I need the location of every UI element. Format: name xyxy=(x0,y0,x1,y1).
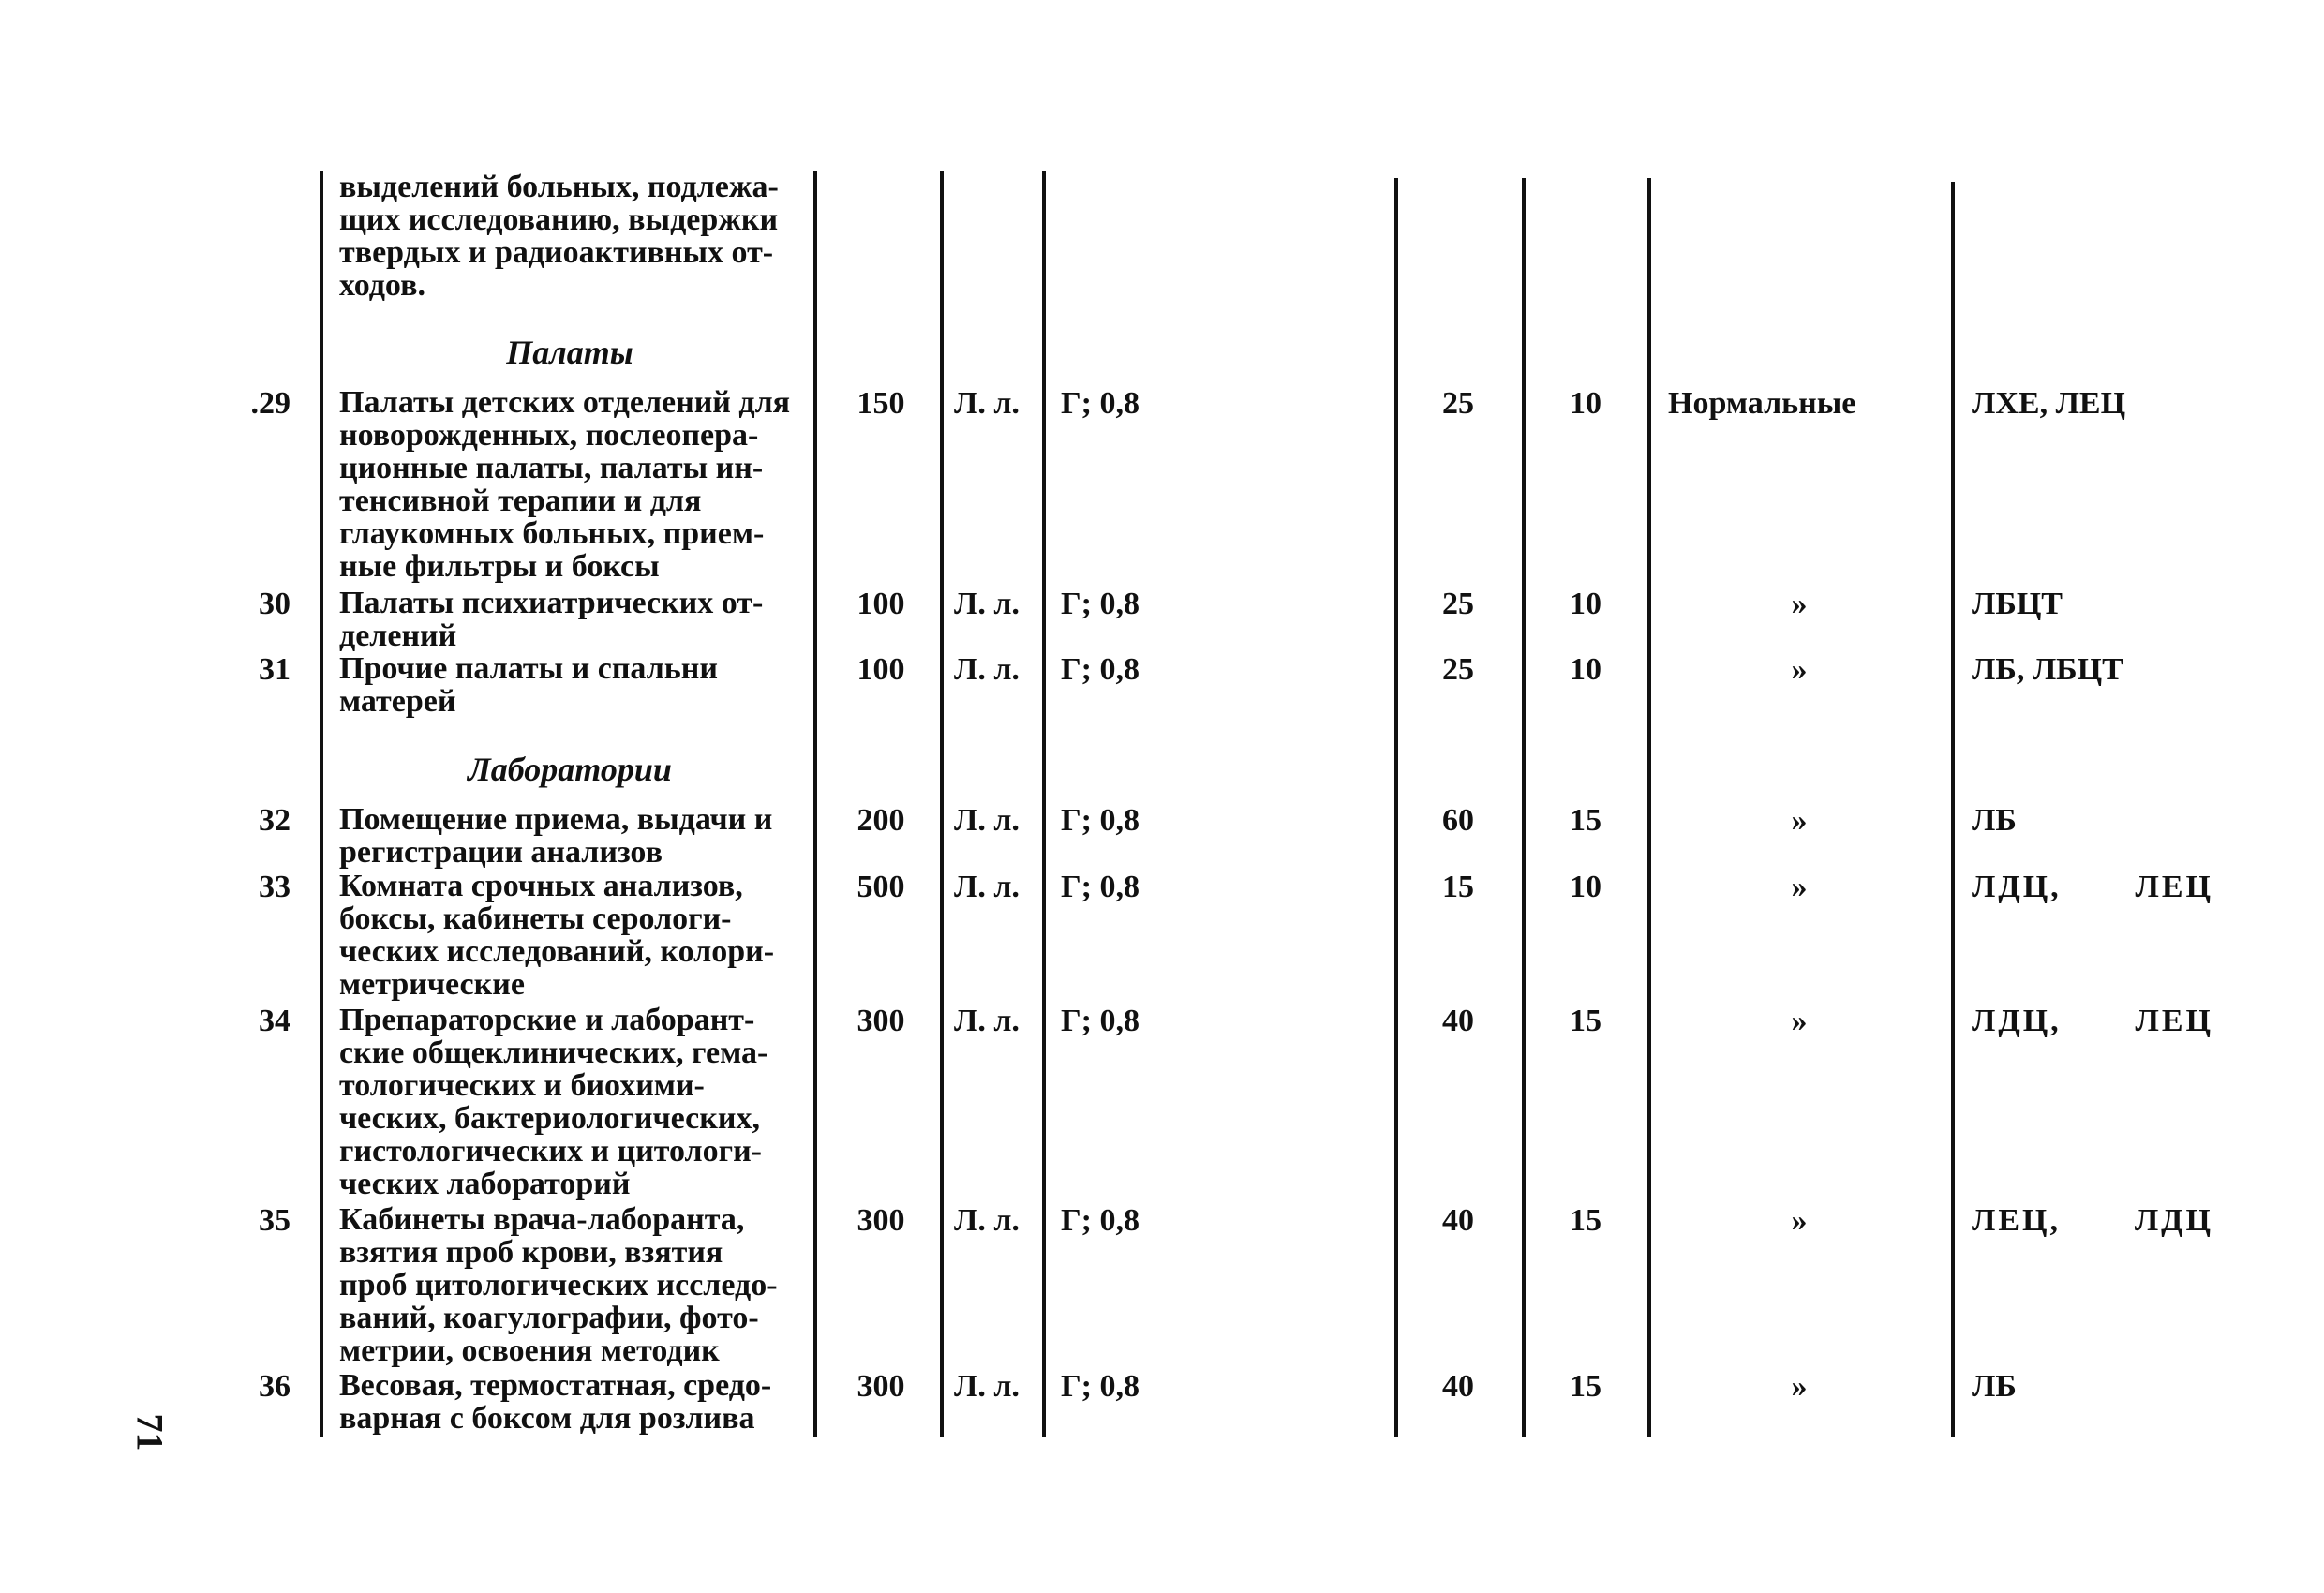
lamp-type: Л. л. xyxy=(954,587,1020,621)
fixture-code: ЛЕЦ xyxy=(2135,1004,2213,1038)
text-line: метрические xyxy=(339,967,525,1002)
environment: » xyxy=(1791,803,1808,838)
text-line: выделений больных, подлежа- xyxy=(339,170,779,204)
text-line: Препараторские и лаборант- xyxy=(339,1003,755,1037)
text-line: глаукомных больных, прием- xyxy=(339,516,765,551)
row-number: .29 xyxy=(250,386,290,421)
value-col-1: 40 xyxy=(1442,1004,1474,1038)
fixture-types xyxy=(1972,1004,2213,1039)
text-line: боксы, кабинеты серологи- xyxy=(339,901,732,936)
lamp-type: Л. л. xyxy=(954,652,1020,687)
lamp-type: Л. л. xyxy=(954,803,1020,838)
text-line: щих исследованию, выдержки xyxy=(339,202,779,237)
page-number: 71 xyxy=(128,1413,171,1452)
row-description xyxy=(339,1203,800,1367)
text-line: делений xyxy=(339,618,457,653)
text-line: новорожденных, послеопера- xyxy=(339,418,759,453)
illuminance-value: 300 xyxy=(857,1369,905,1404)
text-line: взятия проб крови, взятия xyxy=(339,1235,723,1270)
text-line: Весовая, термостатная, средо- xyxy=(339,1368,772,1403)
text-line: Помещение приема, выдачи и xyxy=(339,802,773,837)
text-line: гистологических и цитологи- xyxy=(339,1134,762,1169)
illuminance-value: 100 xyxy=(857,587,905,621)
environment: » xyxy=(1791,652,1808,687)
column-rule xyxy=(1042,171,1046,1437)
column-rule xyxy=(1522,178,1526,1437)
lamp-type: Л. л. xyxy=(954,1004,1020,1038)
value-col-2: 15 xyxy=(1570,803,1601,838)
value-col-2: 15 xyxy=(1570,1369,1601,1404)
illuminance-value: 100 xyxy=(857,652,905,687)
row-number: 31 xyxy=(259,652,290,687)
value-col-1: 40 xyxy=(1442,1369,1474,1404)
illuminance-value: 300 xyxy=(857,1004,905,1038)
work-plane: Г; 0,8 xyxy=(1061,1203,1140,1238)
row-number: 30 xyxy=(259,587,290,621)
value-col-1: 15 xyxy=(1442,870,1474,904)
illuminance-value: 200 xyxy=(857,803,905,838)
illuminance-value: 150 xyxy=(857,386,905,421)
text-line: ционные палаты, палаты ин- xyxy=(339,451,764,485)
row-description xyxy=(339,386,800,583)
fixture-types: ЛБ, ЛБЦТ xyxy=(1972,652,2123,687)
column-rule xyxy=(1394,178,1398,1437)
section-heading-wards: Палаты xyxy=(506,334,633,371)
value-col-2: 15 xyxy=(1570,1203,1601,1238)
fixture-code: ЛДЦ, xyxy=(1972,1004,2062,1038)
value-col-2: 10 xyxy=(1570,386,1601,421)
text-line: Палаты детских отделений для xyxy=(339,385,791,420)
row-description xyxy=(339,1369,800,1435)
text-line: регистрации анализов xyxy=(339,835,663,870)
row-number: 34 xyxy=(259,1004,290,1038)
fixture-code: ЛДЦ, xyxy=(1972,870,2062,904)
text-line: твердых и радиоактивных от- xyxy=(339,235,774,270)
fixture-code: ЛДЦ xyxy=(2134,1203,2213,1238)
text-line: ные фильтры и боксы xyxy=(339,549,660,584)
row-description xyxy=(339,652,800,718)
fixture-types xyxy=(1972,1203,2213,1239)
fixture-code: ЛЕЦ, xyxy=(1972,1203,2061,1238)
value-col-1: 40 xyxy=(1442,1203,1474,1238)
lamp-type: Л. л. xyxy=(954,1369,1020,1404)
column-rule xyxy=(320,171,323,1437)
text-line: проб цитологических исследо- xyxy=(339,1268,778,1303)
text-line: матерей xyxy=(339,684,456,719)
value-col-2: 10 xyxy=(1570,870,1601,904)
row-description xyxy=(339,870,800,1001)
lamp-type: Л. л. xyxy=(954,1203,1020,1238)
fixture-types: ЛБЦТ xyxy=(1972,587,2063,621)
work-plane: Г; 0,8 xyxy=(1061,652,1140,687)
environment: » xyxy=(1791,1369,1808,1404)
work-plane: Г; 0,8 xyxy=(1061,870,1140,904)
environment: Нормальные xyxy=(1668,386,1856,421)
fixture-code: ЛЕЦ xyxy=(2135,870,2213,904)
row-number: 32 xyxy=(259,803,290,838)
lamp-type: Л. л. xyxy=(954,386,1020,421)
text-line: ческих, бактериологических, xyxy=(339,1101,760,1136)
column-rule xyxy=(1951,182,1955,1437)
row-description xyxy=(339,587,800,652)
lamp-type: Л. л. xyxy=(954,870,1020,904)
row-number: 35 xyxy=(259,1203,290,1238)
fixture-types: ЛХЕ, ЛЕЦ xyxy=(1972,386,2126,421)
text-line: ские общеклинических, гема- xyxy=(339,1035,768,1070)
environment: » xyxy=(1791,1004,1808,1038)
value-col-2: 10 xyxy=(1570,587,1601,621)
work-plane: Г; 0,8 xyxy=(1061,1369,1140,1404)
row-number: 36 xyxy=(259,1369,290,1404)
intro-text xyxy=(339,171,800,302)
text-line: Прочие палаты и спальни xyxy=(339,651,718,686)
value-col-2: 15 xyxy=(1570,1004,1601,1038)
text-line: ваний, коагулографии, фото- xyxy=(339,1301,759,1335)
illuminance-value: 500 xyxy=(857,870,905,904)
work-plane: Г; 0,8 xyxy=(1061,386,1140,421)
column-rule xyxy=(1647,178,1651,1437)
text-line: Комната срочных анализов, xyxy=(339,869,743,903)
illuminance-value: 300 xyxy=(857,1203,905,1238)
work-plane: Г; 0,8 xyxy=(1061,803,1140,838)
work-plane: Г; 0,8 xyxy=(1061,587,1140,621)
text-line: метрии, освоения методик xyxy=(339,1333,720,1368)
text-line: тенсивной терапии и для xyxy=(339,484,702,518)
fixture-types: ЛБ xyxy=(1972,803,2017,838)
value-col-1: 25 xyxy=(1442,587,1474,621)
value-col-1: 25 xyxy=(1442,652,1474,687)
environment: » xyxy=(1791,587,1808,621)
text-line: тологических и биохими- xyxy=(339,1068,705,1103)
row-description xyxy=(339,803,800,869)
column-rule xyxy=(813,171,817,1437)
text-line: варная с боксом для розлива xyxy=(339,1401,755,1436)
environment: » xyxy=(1791,870,1808,904)
text-line: ческих исследований, колори- xyxy=(339,934,775,969)
column-rule xyxy=(940,171,944,1437)
fixture-types xyxy=(1972,870,2213,905)
section-heading-labs: Лаборатории xyxy=(468,751,672,788)
row-description xyxy=(339,1004,800,1200)
environment: » xyxy=(1791,1203,1808,1238)
text-line: Кабинеты врача-лаборанта, xyxy=(339,1202,745,1237)
work-plane: Г; 0,8 xyxy=(1061,1004,1140,1038)
value-col-1: 25 xyxy=(1442,386,1474,421)
row-number: 33 xyxy=(259,870,290,904)
text-line: Палаты психиатрических от- xyxy=(339,586,764,620)
text-line: ходов. xyxy=(339,268,425,303)
value-col-1: 60 xyxy=(1442,803,1474,838)
fixture-types: ЛБ xyxy=(1972,1369,2017,1404)
value-col-2: 10 xyxy=(1570,652,1601,687)
text-line: ческих лабораторий xyxy=(339,1167,631,1201)
